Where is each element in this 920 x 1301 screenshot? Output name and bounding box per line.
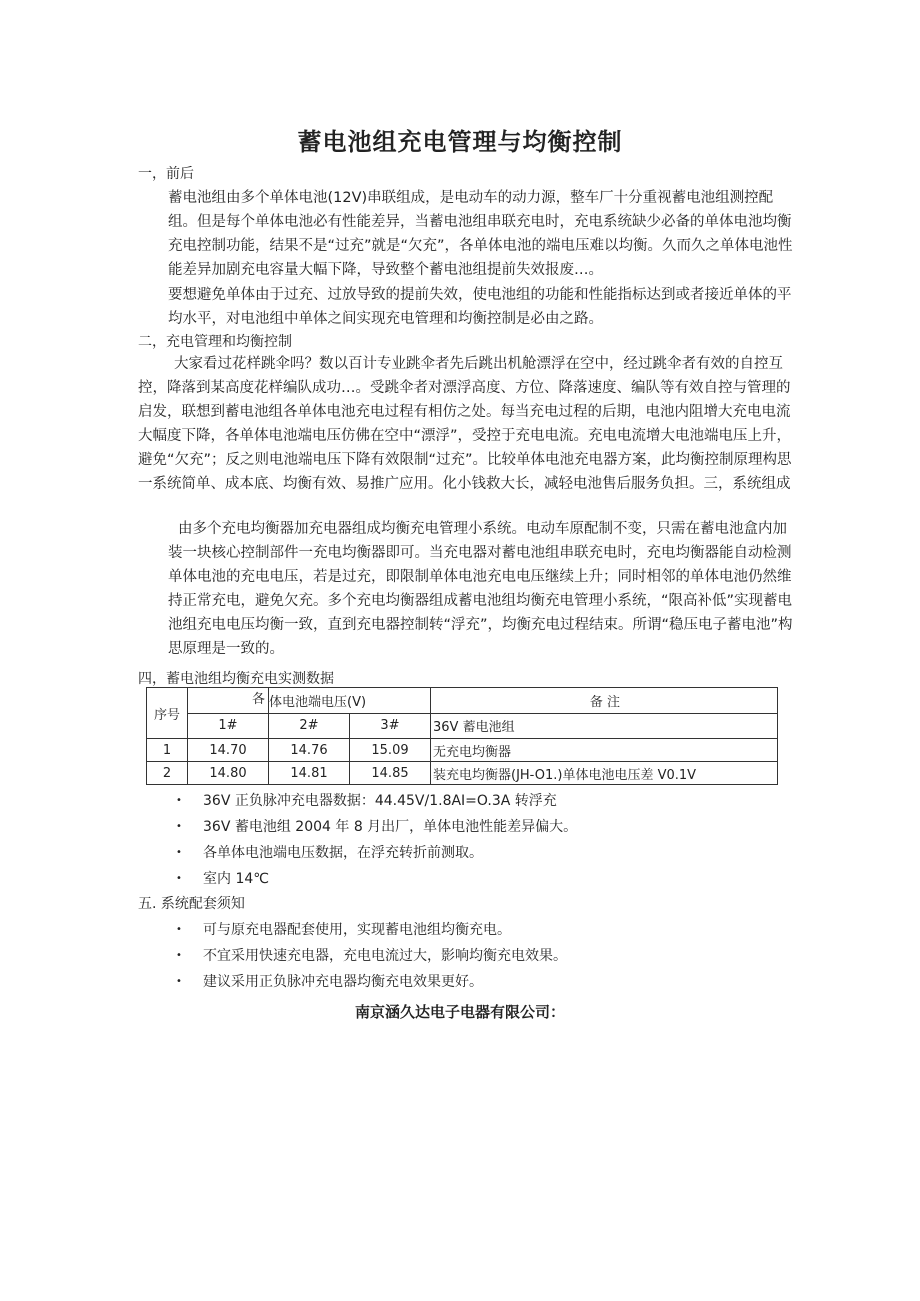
each-header: 各	[252, 692, 266, 707]
list-item	[176, 943, 567, 969]
section-4-heading: 四，蓄电池组均衡充电实测数据	[138, 671, 334, 687]
section-5-notes	[176, 917, 567, 995]
table-row	[147, 762, 778, 785]
note-text: 可与原充电器配套使用，实现蓄电池组均衡充电。	[203, 922, 511, 938]
row-seq: 2	[147, 762, 188, 785]
document-title: 蓄电池组充电管理与均衡控制	[297, 128, 623, 156]
col-3-header: 3#	[350, 713, 431, 739]
section-5-heading: 五. 系统配套须知	[138, 896, 245, 912]
list-item	[176, 917, 567, 943]
row-v3: 14.85	[350, 762, 431, 785]
row-v2: 14.76	[269, 739, 350, 762]
note-text: 各单体电池端电压数据，在浮充转折前测取。	[203, 845, 483, 861]
table-subheader-row	[147, 713, 778, 739]
table-row	[147, 739, 778, 762]
note-text: 室内 14℃	[203, 871, 269, 887]
list-item	[176, 969, 567, 995]
list-item	[176, 866, 577, 892]
note-subheader: 36V 蓄电池组	[431, 713, 778, 739]
section-3-paragraph: 由多个充电均衡器加充电器组成均衡充电管理小系统。电动车原配制不变，只需在蓄电池盒内加装一块核心控制部件一充电均衡器即可。当充电器对蓄电池组串联充电时，充电均衡器能自动检测单体电池的充电电压，若是过充，即限制单体电池充电电压继续上升；同时相邻的单体电池仍然维持正常充电，避免欠充。多个充电均衡器组成蓄电池组均衡充电管理小系统，“限高补低”实现蓄电池组充电电压均衡一致，直到充电器控制转“浮充”，均衡充电过程结束。所谓“稳压电子蓄电池”构思原理是一致的。	[168, 521, 793, 657]
row-seq: 1	[147, 739, 188, 762]
row-v1: 14.70	[188, 739, 269, 762]
note-text: 不宜采用快速充电器，充电电流过大，影响均衡充电效果。	[203, 948, 567, 964]
note-text: 36V 正负脉冲充电器数据：44.45V/1.8AI=O.3A 转浮充	[203, 793, 557, 809]
col-1-header: 1#	[188, 713, 269, 739]
bullet-icon: •	[176, 950, 182, 961]
section-2-heading: 二，充电管理和均衡控制	[138, 334, 292, 350]
each-header-cell	[188, 688, 269, 714]
col-2-header: 2#	[269, 713, 350, 739]
section-1-paragraph-2: 要想避免单体由于过充、过放导致的提前失效，使电池组的功能和性能指标达到或者接近单体的平均水平，对电池组中单体之间实现充电管理和均衡控制是必由之路。	[168, 287, 792, 327]
note-header: 备 注	[431, 688, 778, 714]
row-v2: 14.81	[269, 762, 350, 785]
list-item	[176, 814, 577, 840]
bullet-icon: •	[176, 976, 182, 987]
bullet-icon: •	[176, 821, 182, 832]
list-item	[176, 840, 577, 866]
row-v3: 15.09	[350, 739, 431, 762]
bullet-icon: •	[176, 873, 182, 884]
section-1-heading: 一，前后	[138, 166, 194, 182]
voltage-header: 体电池端电压(V)	[269, 688, 431, 714]
seq-header: 序号	[147, 688, 188, 739]
company-footer: 南京涵久达电子电器有限公司：	[354, 1003, 565, 1021]
row-v1: 14.80	[188, 762, 269, 785]
bullet-icon: •	[176, 847, 182, 858]
note-text: 建议采用正负脉冲充电器均衡充电效果更好。	[203, 974, 483, 990]
row-note: 无充电均衡器	[431, 739, 778, 762]
table-header-row	[147, 688, 778, 714]
list-item	[176, 788, 577, 814]
note-text: 36V 蓄电池组 2004 年 8 月出厂，单体电池性能差异偏大。	[203, 819, 578, 835]
bullet-icon: •	[176, 924, 182, 935]
section-2-paragraph: 大家看过花样跳伞吗？数以百计专业跳伞者先后跳出机舱漂浮在空中，经过跳伞者有效的自控互控，降落到某高度花样编队成功…。受跳伞者对漂浮高度、方位、降落速度、编队等有效自控与管理的启发，联想到蓄电池组各单体电池充电过程有相仿之处。每当充电过程的后期，电池内阻增大充电电流大幅度下降，各单体电池端电压仿佛在空中“漂浮”，受控于充电电流。充电电流增大电池端电压上升，避免“欠充”；反之则电池端电压下降有效限制“过充”。比较单体电池充电器方案，此均衡控制原理构思一系统简单、成本底、均衡有效、易推广应用。化小钱救大长，减轻电池售后服务负担。三，系统组成	[138, 356, 792, 492]
row-note: 装充电均衡器(JH-O1.)单体电池电压差 V0.1V	[431, 762, 778, 785]
section-1-paragraph-1: 蓄电池组由多个单体电池(12V)串联组成，是电动车的动力源，整车厂十分重视蓄电池组测控配组。但是每个单体电池必有性能差异，当蓄电池组串联充电时，充电系统缺少必备的单体电池均衡充电控制功能，结果不是“过充”就是“欠充”，各单体电池的端电压难以均衡。久而久之单体电池性能差异加剧充电容量大幅下降，导致整个蓄电池组提前失效报废…。	[168, 190, 793, 278]
measurement-table	[146, 687, 778, 785]
bullet-icon: •	[176, 795, 182, 806]
section-4-notes	[176, 788, 577, 892]
